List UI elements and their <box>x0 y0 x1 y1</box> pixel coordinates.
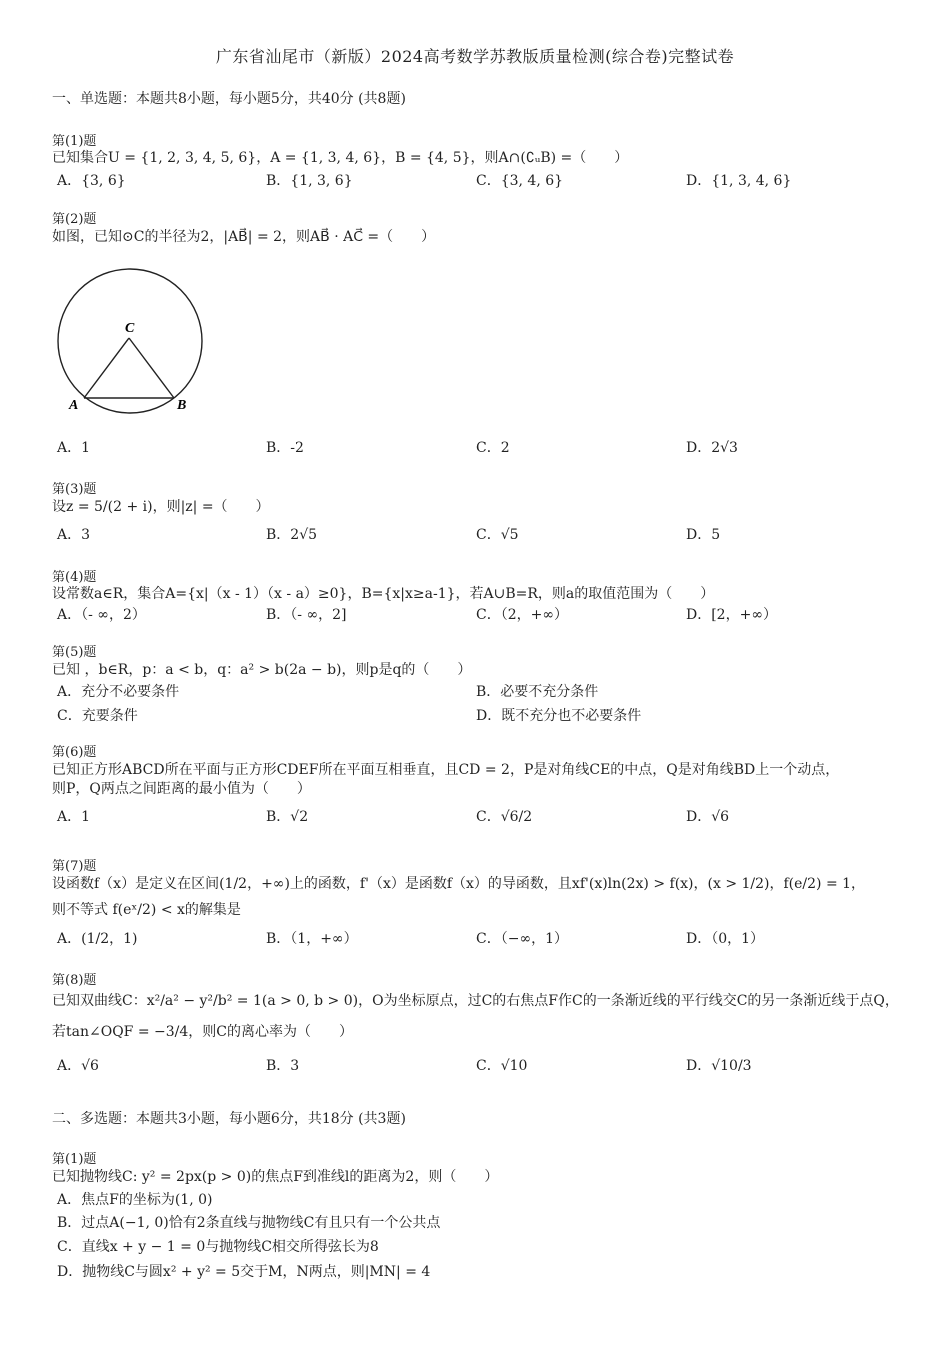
question-stem: 已知 ，b∈R，p：a < b，q：a² > b(2a − b)，则p是q的（ ） <box>52 662 472 678</box>
option-a: A．充分不必要条件 <box>57 684 180 700</box>
option-d: D．2√3 <box>686 440 738 456</box>
option-c: C．√6/2 <box>476 809 533 825</box>
question-stem: 已知集合U = {1, 2, 3, 4, 5, 6}，A = {1, 3, 4, 6}，B = {4, 5}，则A∩(∁ᵤB) =（ ） <box>52 150 629 166</box>
option-a: A．1 <box>57 809 91 825</box>
question-stem-line2: 若tan∠OQF = −3/4，则C的离心率为（ ） <box>52 1024 353 1040</box>
option-b: B．3 <box>266 1058 300 1074</box>
option-a: A．√6 <box>57 1058 99 1074</box>
option-c: C．直线x + y − 1 = 0与抛物线C相交所得弦长为8 <box>57 1239 379 1255</box>
label-b: B <box>177 398 187 413</box>
circle-triangle-figure <box>52 268 212 418</box>
question-stem-line1: 设函数f（x）是定义在区间(1/2，+∞)上的函数，f'（x）是函数f（x）的导函数，且xf'(x)ln(2x) > f(x)，(x > 1/2)，f(e/2) = 1， <box>52 876 866 892</box>
option-d: D．抛物线C与圆x² + y² = 5交于M，N两点，则|MN| = 4 <box>57 1264 431 1280</box>
option-a: A．1 <box>57 440 91 456</box>
option-c: C．2 <box>476 440 510 456</box>
question-stem-line1: 已知双曲线C：x²/a² − y²/b² = 1(a > 0, b > 0)，O为坐标原点，过C的右焦点F作C的一条渐近线的平行线交C的另一条渐近线于点Q， <box>52 993 899 1009</box>
question-stem: 设常数a∈R，集合A={x|（x - 1）（x - a）≥0}，B={x|x≥a-1}，若A∪B=R，则a的取值范围为（ ） <box>52 586 715 602</box>
question-stem-line1: 已知正方形ABCD所在平面与正方形CDEF所在平面互相垂直，且CD = 2，P是对角线CE的中点，Q是对角线BD上一个动点， <box>52 762 840 778</box>
question-number: 第(4)题 <box>52 570 97 585</box>
option-b: B．过点A(−1, 0)恰有2条直线与抛物线C有且只有一个公共点 <box>57 1215 441 1231</box>
question-number: 第(2)题 <box>52 212 97 227</box>
option-a: A．3 <box>57 527 91 543</box>
option-b: B．（1，+∞） <box>266 931 358 947</box>
option-b: B．√2 <box>266 809 309 825</box>
option-a: A．（- ∞，2） <box>57 607 146 623</box>
option-b: B．{1, 3, 6} <box>266 173 353 189</box>
option-d: D．{1, 3, 4, 6} <box>686 173 792 189</box>
question-number: 第(1)题 <box>52 1152 97 1167</box>
option-b: B．（- ∞，2] <box>266 607 347 623</box>
question-number: 第(7)题 <box>52 859 97 874</box>
option-b: B．-2 <box>266 440 304 456</box>
option-b: B．2√5 <box>266 527 318 543</box>
option-c: C．（−∞，1） <box>476 931 569 947</box>
option-a: A．焦点F的坐标为(1, 0) <box>57 1192 213 1208</box>
question-number: 第(3)题 <box>52 482 97 497</box>
option-d: D．既不充分也不必要条件 <box>476 708 642 724</box>
question-stem-line2: 则P，Q两点之间距离的最小值为（ ） <box>52 781 311 797</box>
option-d: D．√6 <box>686 809 730 825</box>
option-c: C．√10 <box>476 1058 528 1074</box>
option-d: D．[2，+∞） <box>686 607 777 623</box>
section-heading-multiple-choice: 二、多选题：本题共3小题，每小题6分，共18分 (共3题) <box>52 1111 406 1127</box>
option-d: D．5 <box>686 527 721 543</box>
option-c: C．充要条件 <box>57 708 138 724</box>
option-c: C．{3, 4, 6} <box>476 173 564 189</box>
section-heading-single-choice: 一、单选题：本题共8小题，每小题5分，共40分 (共8题) <box>52 91 406 107</box>
option-c: C．√5 <box>476 527 519 543</box>
question-number: 第(8)题 <box>52 973 97 988</box>
option-b: B．必要不充分条件 <box>476 684 599 700</box>
question-number: 第(6)题 <box>52 745 97 760</box>
option-a: A．{3, 6} <box>57 173 126 189</box>
option-d: D．（0，1） <box>686 931 765 947</box>
option-d: D．√10/3 <box>686 1058 752 1074</box>
option-c: C．（2，+∞） <box>476 607 569 623</box>
question-number: 第(1)题 <box>52 134 97 149</box>
question-stem: 如图，已知⊙C的半径为2，|AB⃗| = 2，则AB⃗ · AC⃗ =（ ） <box>52 229 436 245</box>
question-stem: 设z = 5/(2 + i)，则|z| =（ ） <box>52 499 270 515</box>
label-a: A <box>69 398 79 413</box>
question-stem: 已知抛物线C: y² = 2px(p > 0)的焦点F到准线l的距离为2，则（ ） <box>52 1169 499 1185</box>
label-c: C <box>125 321 135 336</box>
page-title: 广东省汕尾市（新版）2024高考数学苏教版质量检测(综合卷)完整试卷 <box>215 47 735 66</box>
option-a: A．(1/2，1) <box>57 931 138 947</box>
question-number: 第(5)题 <box>52 645 97 660</box>
question-stem-line2: 则不等式 f(eˣ/2) < x的解集是 <box>52 902 241 918</box>
